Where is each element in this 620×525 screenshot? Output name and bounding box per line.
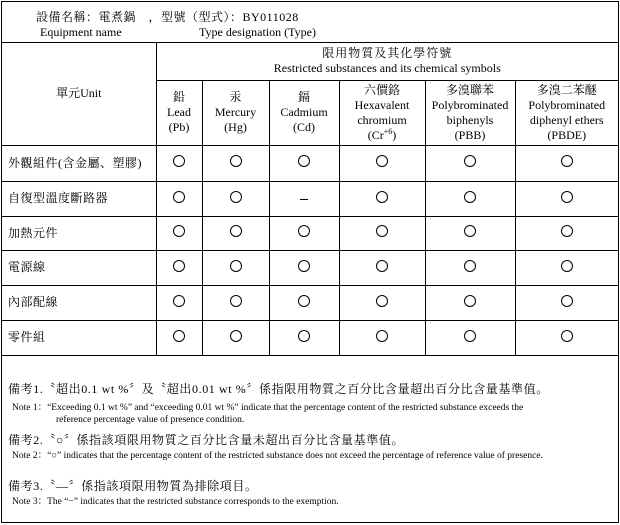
circle-mark-icon — [376, 260, 388, 272]
substance-cell — [202, 250, 269, 285]
circle-mark-icon — [173, 191, 185, 203]
substance-cell — [425, 145, 515, 181]
circle-mark-icon — [464, 330, 476, 342]
group-header-en: Restricted substances and its chemical symbols — [273, 60, 501, 75]
circle-mark-icon — [230, 330, 242, 342]
col-header-cadmium — [269, 80, 339, 145]
substance-cell — [202, 216, 269, 250]
substance-cell — [156, 285, 202, 320]
table-body — [2, 145, 618, 355]
col-symbol: (PBDE) — [547, 127, 587, 142]
col-symbol: (Hg) — [224, 120, 247, 134]
note-1-zh: 備考1.〝超出0.1 wt %〞及〝超出0.01 wt %〞係指限用物質之百分比含量超出百分比含量基準值。 — [8, 382, 549, 396]
col-zh: 鉛 — [172, 90, 185, 104]
circle-mark-icon — [298, 330, 310, 342]
circle-mark-icon — [561, 260, 573, 272]
unit-header: 單元Unit — [2, 42, 156, 145]
col-zh: 汞 — [229, 90, 242, 104]
rohs-declaration-page — [1, 1, 619, 523]
note-2-zh: 備考2.〝○〞係指該項限用物質之百分比含量未超出百分比含量基準值。 — [8, 433, 405, 447]
circle-mark-icon — [464, 155, 476, 167]
col-en-2: diphenyl ethers — [529, 112, 604, 127]
circle-mark-icon — [464, 225, 476, 237]
col-en-2: biphenyls — [446, 112, 494, 127]
col-symbol: (Cd) — [293, 120, 315, 134]
col-en: Polybrominated — [528, 97, 606, 112]
substance-cell — [339, 216, 425, 250]
substance-cell — [269, 145, 339, 181]
row-label: 外觀組件(含金屬、塑膠) — [2, 145, 156, 181]
col-en: Hexavalent — [354, 97, 410, 112]
substance-cell — [339, 145, 425, 181]
circle-mark-icon — [173, 295, 185, 307]
restricted-substances-header — [156, 42, 618, 80]
type-designation-en: Type designation (Type) — [199, 25, 316, 39]
substance-cell — [156, 181, 202, 216]
col-zh: 六價鉻 — [363, 82, 400, 97]
circle-mark-icon — [464, 260, 476, 272]
row-label: 自復型溫度斷路器 — [2, 181, 156, 216]
substance-cell — [425, 216, 515, 250]
circle-mark-icon — [561, 295, 573, 307]
substance-cell — [156, 216, 202, 250]
circle-mark-icon — [561, 330, 573, 342]
table-row — [2, 250, 618, 285]
substance-cell — [339, 320, 425, 355]
col-en: Mercury — [214, 105, 257, 119]
substance-cell — [339, 181, 425, 216]
table-row — [2, 216, 618, 250]
substance-cell — [156, 250, 202, 285]
symbol-prefix: (Cr — [367, 127, 384, 142]
substance-cell — [425, 181, 515, 216]
circle-mark-icon — [376, 225, 388, 237]
circle-mark-icon — [230, 260, 242, 272]
restricted-substances-table — [2, 42, 618, 356]
circle-mark-icon — [561, 155, 573, 167]
col-symbol: (PBB) — [454, 127, 486, 142]
row-label: 加熱元件 — [2, 216, 156, 250]
col-symbol: (Pb) — [168, 120, 190, 134]
equipment-header — [2, 2, 618, 43]
col-en: Lead — [167, 105, 191, 119]
substance-cell — [425, 285, 515, 320]
equipment-name-zh: 設備名稱：電煮鍋 ，型號（型式）：BY011028 — [36, 10, 299, 24]
substance-cell — [515, 250, 618, 285]
substance-cell — [515, 320, 618, 355]
table-row — [2, 285, 618, 320]
row-label: 電源線 — [2, 250, 156, 285]
circle-mark-icon — [230, 155, 242, 167]
col-zh: 多溴二苯醚 — [536, 82, 597, 97]
table-row — [2, 320, 618, 355]
note-3-en: Note 3：The “−” indicates that the restricted substance corresponds to the exemption. — [12, 497, 339, 507]
circle-mark-icon — [464, 295, 476, 307]
circle-mark-icon — [376, 295, 388, 307]
note-1-en-line1: Note 1：“Exceeding 0.1 wt %” and “exceeding 0.01 wt %” indicate that the percentage content of the restricted substance exceeds the — [12, 403, 524, 413]
circle-mark-icon — [173, 225, 185, 237]
row-label: 零件組 — [2, 320, 156, 355]
symbol-suffix: ) — [392, 127, 397, 142]
col-header-mercury — [202, 80, 269, 145]
substance-cell — [202, 320, 269, 355]
col-zh: 鎘 — [297, 90, 310, 104]
col-header-hexavalent-chromium — [339, 80, 425, 145]
table-row — [2, 181, 618, 216]
col-zh: 多溴聯苯 — [445, 82, 494, 97]
col-en: Polybrominated — [431, 97, 509, 112]
col-symbol — [340, 128, 425, 143]
circle-mark-icon — [561, 225, 573, 237]
substance-cell — [515, 285, 618, 320]
substance-cell — [425, 320, 515, 355]
circle-mark-icon — [230, 295, 242, 307]
substance-cell — [269, 216, 339, 250]
substance-cell — [515, 181, 618, 216]
circle-mark-icon — [298, 225, 310, 237]
substance-cell — [515, 145, 618, 181]
symbol-superscript: +6 — [383, 126, 393, 136]
circle-mark-icon — [230, 191, 242, 203]
substance-cell — [202, 181, 269, 216]
row-label: 內部配線 — [2, 285, 156, 320]
note-1-en-line2: reference percentage value of presence condition. — [56, 415, 245, 425]
substance-cell — [156, 145, 202, 181]
table-row — [2, 145, 618, 181]
dash-mark-icon — [300, 199, 308, 200]
substance-cell — [339, 250, 425, 285]
substance-cell — [425, 250, 515, 285]
substance-cell — [339, 285, 425, 320]
substance-cell — [269, 181, 339, 216]
substance-cell — [202, 145, 269, 181]
circle-mark-icon — [376, 155, 388, 167]
col-en-2: chromium — [357, 112, 407, 127]
group-header-zh: 限用物質及其化學符號 — [322, 45, 453, 60]
note-3-zh: 備考3.〝—〞係指該項限用物質為排除項目。 — [8, 479, 258, 493]
substance-cell — [156, 320, 202, 355]
equipment-name-en: Equipment name — [40, 25, 122, 39]
circle-mark-icon — [173, 260, 185, 272]
circle-mark-icon — [298, 260, 310, 272]
substance-cell — [202, 285, 269, 320]
note-2-en: Note 2：“○” indicates that the percentage content of the restricted substance does not exceed the percentage of reference value of presence. — [12, 451, 543, 461]
circle-mark-icon — [376, 191, 388, 203]
col-header-pbb — [425, 80, 515, 145]
circle-mark-icon — [376, 330, 388, 342]
circle-mark-icon — [230, 225, 242, 237]
circle-mark-icon — [464, 191, 476, 203]
col-header-lead — [156, 80, 202, 145]
substance-cell — [269, 320, 339, 355]
substance-cell — [269, 285, 339, 320]
note-1-en — [12, 402, 524, 425]
circle-mark-icon — [298, 295, 310, 307]
col-en: Cadmium — [280, 105, 328, 119]
circle-mark-icon — [173, 330, 185, 342]
circle-mark-icon — [561, 191, 573, 203]
substance-cell — [515, 216, 618, 250]
circle-mark-icon — [173, 155, 185, 167]
circle-mark-icon — [298, 155, 310, 167]
col-header-pbde — [515, 80, 618, 145]
substance-cell — [269, 250, 339, 285]
